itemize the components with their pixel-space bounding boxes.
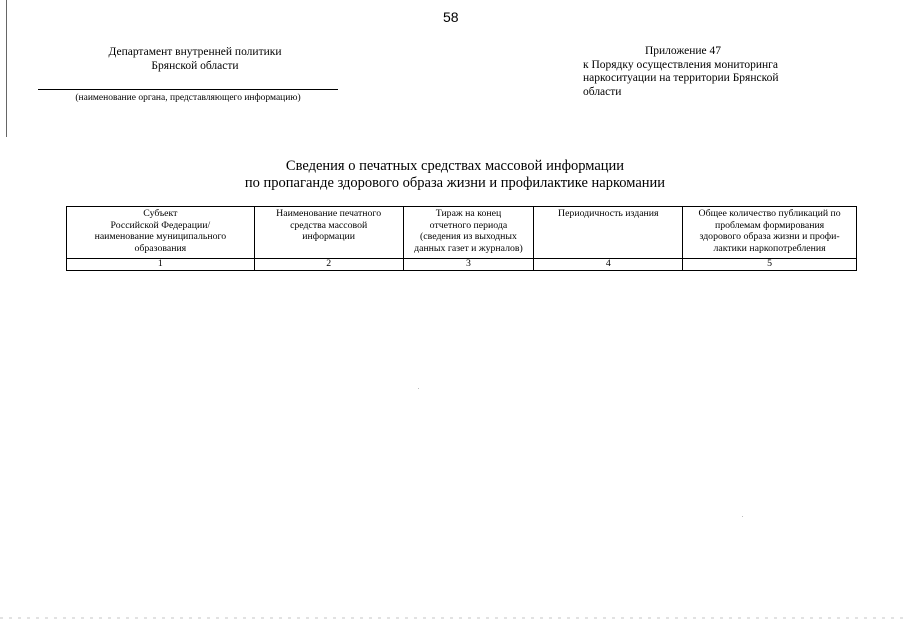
header-text-line: средства массовой — [290, 219, 368, 231]
column-header-circulation — [403, 207, 534, 259]
scan-noise — [0, 617, 905, 619]
header-text-line: наименование муниципального — [94, 231, 227, 242]
appendix-reference — [583, 45, 833, 99]
scan-speck — [742, 516, 743, 517]
department-caption: (наименование органа, представляющего информацию) — [75, 93, 301, 103]
header-text-line: информации — [302, 231, 355, 242]
header-text-line: Наименование печатного — [276, 208, 382, 219]
signature-line — [38, 89, 338, 90]
appendix-line1: к Порядку осуществления мониторинга — [583, 58, 779, 71]
appendix-line2: наркоситуации на территории Брянской — [583, 72, 779, 84]
table-header-row — [67, 207, 857, 259]
header-text-line: Субъект — [143, 208, 178, 219]
column-number: 1 — [67, 259, 255, 271]
header-text-line: образования — [134, 242, 187, 254]
column-number: 2 — [254, 259, 403, 271]
header-text-line: лактики наркопотребления — [713, 242, 826, 254]
header-text-line: Периодичность издания — [558, 208, 659, 219]
appendix-number: Приложение 47 — [644, 45, 722, 57]
header-text-line: Российской Федерации/ — [110, 219, 211, 231]
header-text-line: Общее количество публикаций по — [698, 208, 841, 219]
column-header-periodicity — [534, 207, 683, 259]
column-header-subject — [67, 207, 255, 259]
appendix-line3: области — [583, 85, 622, 98]
header-text-line: здорового образа жизни и профи- — [699, 231, 840, 242]
scan-margin-line — [6, 0, 7, 137]
title-line2: по пропаганде здорового образа жизни и профилактике наркомании — [244, 175, 666, 191]
column-number: 3 — [403, 259, 534, 271]
header-text-line: Тираж на конец — [435, 208, 502, 219]
scan-speck — [418, 388, 419, 389]
department-name-line2: Брянской области — [151, 60, 239, 72]
column-number-row — [67, 259, 857, 271]
column-header-publications-count — [683, 207, 857, 259]
header-text-line: проблемам формирования — [714, 219, 825, 231]
header-text-line: данных газет и журналов) — [414, 242, 523, 254]
department-name-line1: Департамент внутренней политики — [108, 46, 282, 58]
report-table — [66, 206, 857, 271]
column-number: 5 — [683, 259, 857, 271]
submitting-department — [60, 45, 330, 73]
page-number: 58 — [443, 9, 459, 25]
column-number: 4 — [534, 259, 683, 271]
header-text-line: отчетного периода — [429, 219, 508, 231]
header-text-line: (сведения из выходных — [420, 231, 517, 242]
document-title — [140, 158, 770, 192]
title-line1: Сведения о печатных средствах массовой информации — [285, 158, 625, 174]
column-header-media-name — [254, 207, 403, 259]
